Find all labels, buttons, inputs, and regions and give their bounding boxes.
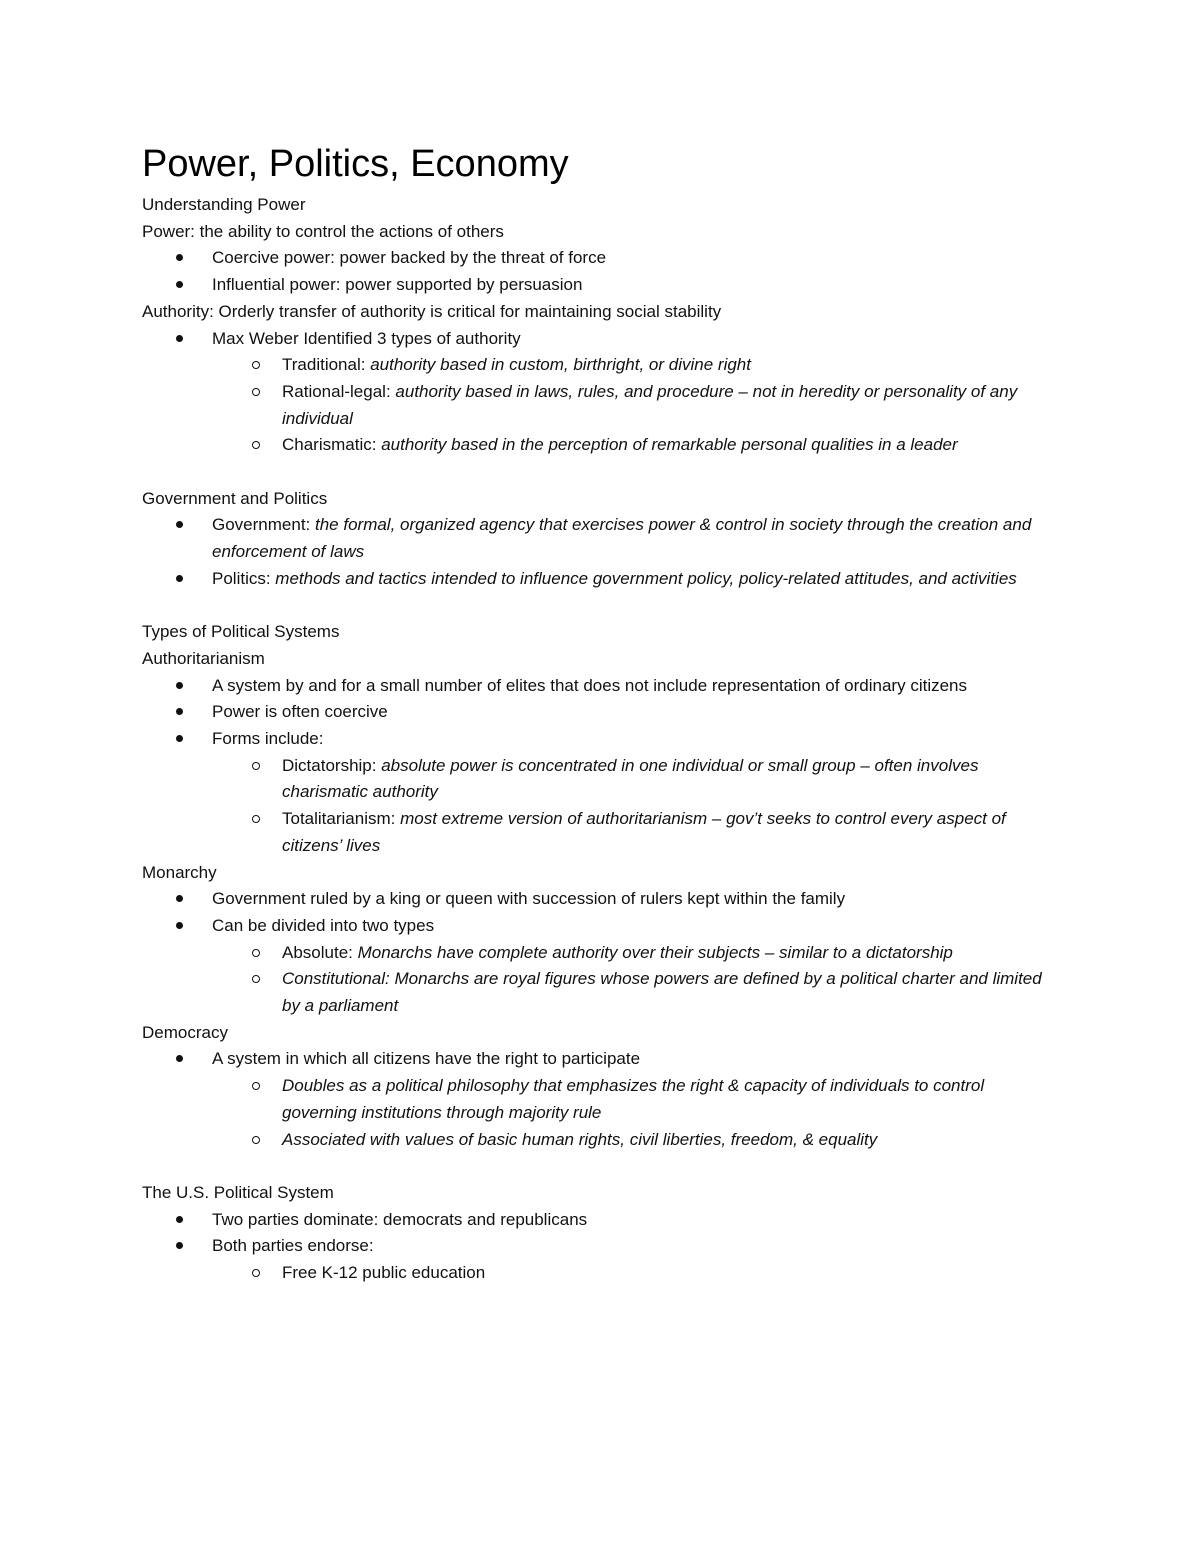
bullet-icon — [176, 735, 183, 742]
bullet-icon — [176, 1216, 183, 1223]
circle-bullet-icon — [252, 975, 260, 983]
sub-list-item: Absolute: Monarchs have complete authority over their subjects – similar to a dictatorship — [142, 940, 1062, 967]
power-definition: Power: the ability to control the actions of others — [142, 221, 504, 241]
list-item: Government ruled by a king or queen with succession of rulers kept within the family — [142, 886, 1062, 913]
sub-list-item: Free K-12 public education — [142, 1260, 1062, 1287]
section-heading-understanding-power: Understanding Power — [142, 195, 306, 214]
sub-list-item: Traditional: authority based in custom, birthright, or divine right — [142, 352, 1062, 379]
list-item: Two parties dominate: democrats and republicans — [142, 1207, 1062, 1234]
circle-bullet-icon — [252, 1269, 260, 1277]
circle-bullet-icon — [252, 1136, 260, 1144]
sub-list-item: Dictatorship: absolute power is concentrated in one individual or small group – often involves charismatic authority — [142, 753, 1062, 806]
list-item: A system in which all citizens have the right to participate — [142, 1046, 1062, 1073]
sub-list-item: Charismatic: authority based in the perception of remarkable personal qualities in a leader — [142, 432, 1062, 459]
bullet-icon — [176, 1242, 183, 1249]
subheading-authoritarianism: Authoritarianism — [142, 648, 265, 668]
bullet-icon — [176, 335, 183, 342]
circle-bullet-icon — [252, 815, 260, 823]
list-item: A system by and for a small number of elites that does not include representation of ordinary citizens — [142, 673, 1062, 700]
subheading-democracy: Democracy — [142, 1022, 228, 1042]
sub-list-item: Doubles as a political philosophy that emphasizes the right & capacity of individuals to control governing institutions through majority rule — [142, 1073, 1062, 1126]
sub-list-item: Associated with values of basic human rights, civil liberties, freedom, & equality — [142, 1127, 1062, 1154]
circle-bullet-icon — [252, 441, 260, 449]
bullet-icon — [176, 575, 183, 582]
bullet-icon — [176, 521, 183, 528]
list-item: Government: the formal, organized agency that exercises power & control in society through the creation and enforcement of laws — [142, 512, 1062, 565]
list-item: Influential power: power supported by persuasion — [142, 272, 1062, 299]
section-heading-political-systems: Types of Political Systems — [142, 622, 340, 642]
circle-bullet-icon — [252, 949, 260, 957]
document-title: Power, Politics, Economy — [142, 143, 569, 185]
bullet-icon — [176, 254, 183, 261]
circle-bullet-icon — [252, 388, 260, 396]
subheading-monarchy: Monarchy — [142, 862, 217, 882]
sub-list-item: Rational-legal: authority based in laws, rules, and procedure – not in heredity or personality of any individual — [142, 379, 1062, 432]
list-item: Coercive power: power backed by the threat of force — [142, 245, 1062, 272]
bullet-icon — [176, 682, 183, 689]
list-item: Politics: methods and tactics intended to influence government policy, policy-related attitudes, and activities — [142, 566, 1062, 593]
circle-bullet-icon — [252, 762, 260, 770]
list-item: Power is often coercive — [142, 699, 1062, 726]
list-item: Can be divided into two types — [142, 913, 1062, 940]
bullet-icon — [176, 281, 183, 288]
list-item: Max Weber Identified 3 types of authority — [142, 326, 1062, 353]
list-item: Both parties endorse: — [142, 1233, 1062, 1260]
list-item: Forms include: — [142, 726, 1062, 753]
bullet-icon — [176, 895, 183, 902]
section-heading-us-political-system: The U.S. Political System — [142, 1182, 334, 1202]
circle-bullet-icon — [252, 361, 260, 369]
authority-definition: Authority: Orderly transfer of authority is critical for maintaining social stability — [142, 301, 722, 321]
bullet-icon — [176, 708, 183, 715]
sub-list-item: Constitutional: Monarchs are royal figures whose powers are defined by a political charter and limited by a parliament — [142, 966, 1062, 1019]
bullet-icon — [176, 1055, 183, 1062]
bullet-icon — [176, 922, 183, 929]
sub-list-item: Totalitarianism: most extreme version of authoritarianism – gov’t seeks to control every aspect of citizens’ lives — [142, 806, 1062, 859]
circle-bullet-icon — [252, 1082, 260, 1090]
section-heading-government-politics: Government and Politics — [142, 488, 328, 508]
document-body — [142, 140, 1062, 1287]
